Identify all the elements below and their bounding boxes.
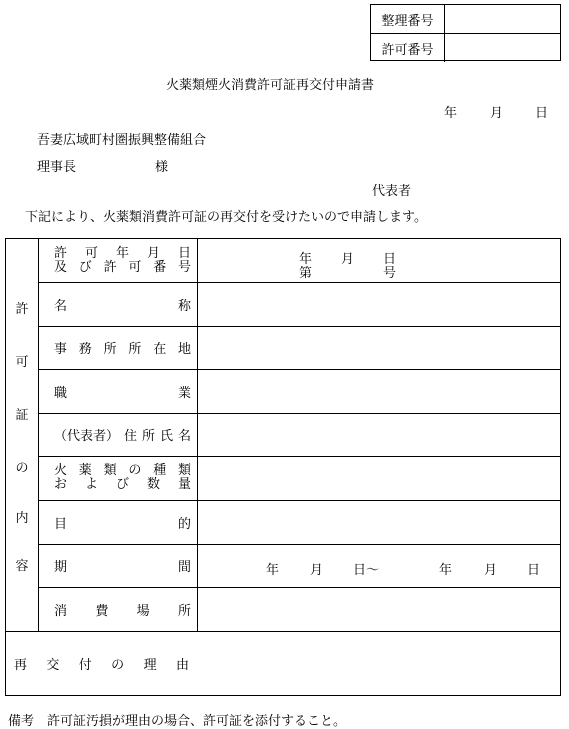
kyoka-number-label: 許可番号 bbox=[371, 34, 445, 62]
reissue-reason-label: 再 交 付 の 理 由 bbox=[14, 657, 189, 673]
period-end-year: 年 bbox=[439, 563, 453, 578]
seiri-number-row bbox=[371, 5, 560, 33]
permit-number-label: 及 び 許 可 番 号 bbox=[54, 259, 191, 275]
permit-date-label: 許 可 年 月 日 bbox=[54, 245, 191, 261]
row-purpose: 目 的 bbox=[54, 516, 191, 532]
date-day: 日 bbox=[535, 106, 549, 121]
row-representative-address-name: （代表者） 住 所 氏 名 bbox=[54, 429, 191, 444]
document-title: 火薬類煙火消費許可証再交付申請書 bbox=[166, 78, 375, 93]
permit-number-go: 号 bbox=[383, 266, 397, 281]
period-start-year: 年 bbox=[266, 563, 280, 578]
permit-date-value-month: 月 bbox=[341, 252, 355, 267]
row-period: 期 間 bbox=[54, 560, 191, 575]
period-end-day: 日 bbox=[527, 563, 541, 578]
period-start-day: 日～ bbox=[353, 563, 380, 578]
permit-date-value-day: 日 bbox=[383, 252, 397, 267]
period-start-month: 月 bbox=[310, 563, 324, 578]
side-label-char: 証 bbox=[15, 408, 29, 423]
explosives-quantity-label: お よ び 数 量 bbox=[54, 477, 191, 492]
side-label-char: 容 bbox=[15, 559, 29, 574]
addressee-director: 理事長 bbox=[37, 160, 77, 175]
row-name: 名 称 bbox=[54, 298, 191, 314]
row-occupation: 職 業 bbox=[54, 385, 191, 401]
row-consumption-location: 消 費 場 所 bbox=[54, 603, 191, 619]
addressee-sama: 様 bbox=[155, 160, 169, 175]
application-table bbox=[5, 238, 561, 696]
date-month: 月 bbox=[490, 106, 504, 121]
permit-number-dai: 第 bbox=[299, 266, 313, 281]
period-end-month: 月 bbox=[484, 563, 498, 578]
seiri-number-label: 整理番号 bbox=[371, 5, 445, 33]
permit-date-value-year: 年 bbox=[299, 252, 313, 267]
side-label-char: 内 bbox=[15, 511, 29, 526]
intro-text: 下記により、火薬類消費許可証の再交付を受けたいので申請します。 bbox=[25, 210, 427, 225]
row-permit-date-number bbox=[46, 239, 197, 282]
addressee-organization: 吾妻広域町村圏振興整備組合 bbox=[37, 133, 207, 148]
reference-number-table bbox=[370, 4, 561, 61]
side-label-char: 許 bbox=[15, 302, 29, 317]
footnote: 備考 許可証汚損が理由の場合、許可証を添付すること。 bbox=[8, 714, 347, 729]
side-label-char: の bbox=[15, 461, 29, 476]
representative-label: 代表者 bbox=[372, 184, 412, 199]
side-label-char: 可 bbox=[15, 355, 29, 370]
explosives-type-label: 火 薬 類 の 種 類 bbox=[54, 463, 191, 478]
date-year: 年 bbox=[444, 106, 458, 121]
kyoka-number-row bbox=[371, 33, 560, 62]
row-office-location: 事 務 所 所 在 地 bbox=[54, 342, 191, 357]
row-explosives-type-quantity bbox=[46, 456, 197, 500]
